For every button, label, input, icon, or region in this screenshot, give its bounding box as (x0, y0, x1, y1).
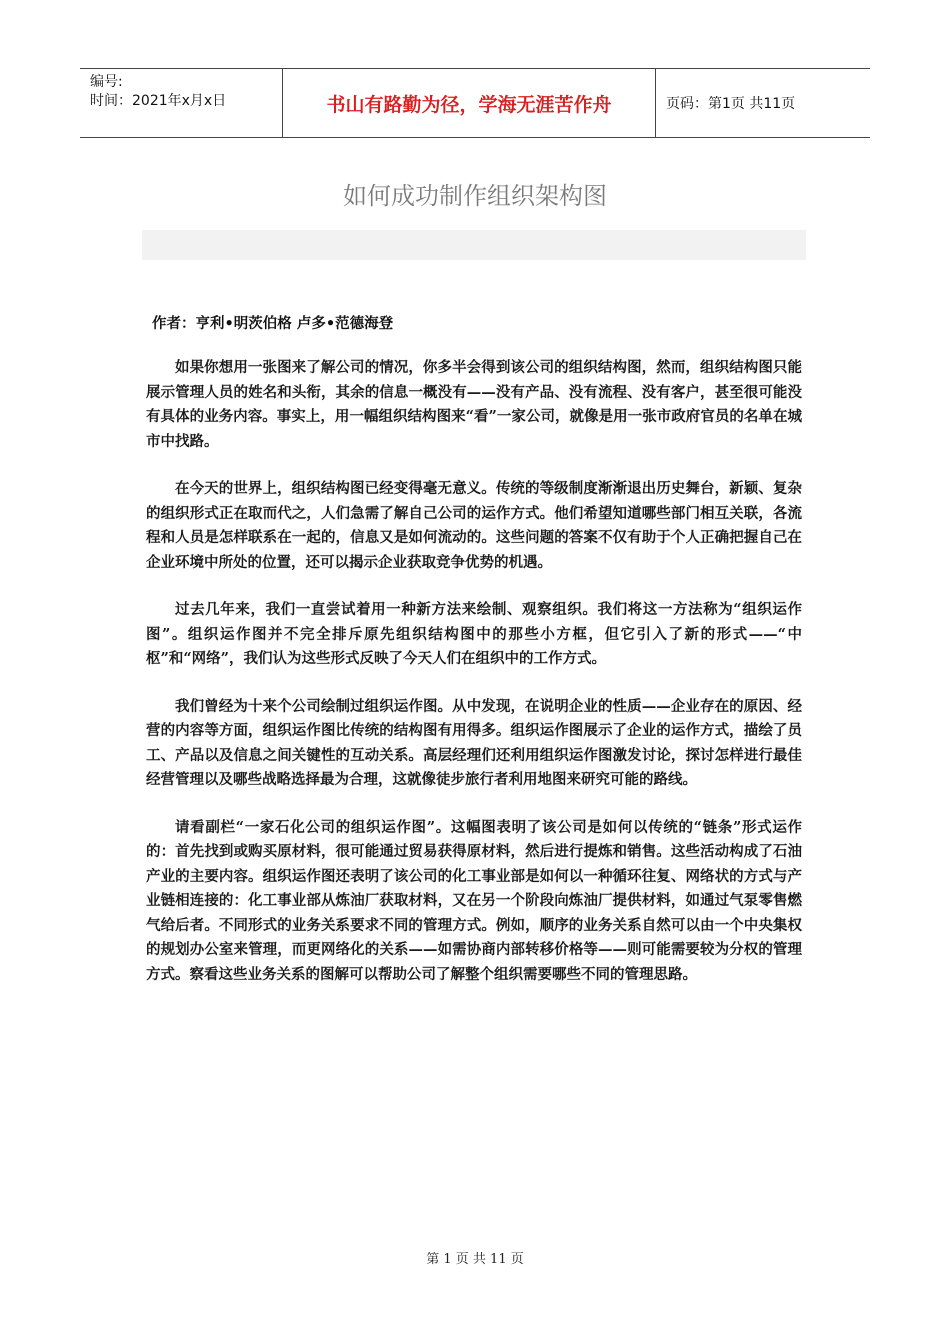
paragraph-1: 如果你想用一张图来了解公司的情况，你多半会得到该公司的组织结构图，然而，组织结构图只能展示管理人员的姓名和头衔，其余的信息一概没有——没有产品、没有流程、没有客户，甚至很可能没有具体的业务内容。事实上，用一幅组织结构图来“看”一家公司，就像是用一张市政府官员的名单在城市中找路。 (146, 359, 802, 450)
page-footer: 第 1 页 共 11 页 (426, 1252, 524, 1267)
paragraph-2: 在今天的世界上，组织结构图已经变得毫无意义。传统的等级制度渐渐退出历史舞台，新颖、复杂的组织形式正在取而代之，人们急需了解自己公司的运作方式。他们希望知道哪些部门相互关联，各流程和人员是怎样联系在一起的，信息又是如何流动的。这些问题的答案不仅有助于个人正确把握自己在企业环境中所处的位置，还可以揭示企业获取竞争优势的机遇。 (146, 480, 802, 571)
number-label: 编号: (90, 74, 123, 90)
page-header (80, 68, 870, 138)
header-motto: 书山有路勤为径，学海无涯苦作舟 (282, 69, 656, 137)
paragraph-4: 我们曾经为十来个公司绘制过组织运作图。从中发现，在说明企业的性质——企业存在的原因、经营的内容等方面，组织运作图比传统的结构图有用得多。组织运作图展示了企业的运作方式，描绘了员工、产品以及信息之间关键性的互动关系。高层经理们还利用组织运作图激发讨论，探讨怎样进行最佳经营管理以及哪些战略选择最为合理，这就像徒步旅行者利用地图来研究可能的路线。 (146, 697, 802, 788)
title-underbar (142, 230, 806, 260)
paragraph-5: 请看副栏“一家石化公司的组织运作图”。这幅图表明了该公司是如何以传统的“链条”形式运作的：首先找到或购买原材料，很可能通过贸易获得原材料，然后进行提炼和销售。这些活动构成了石油产业的主要内容。组织运作图还表明了该公司的化工事业部是如何以一种循环往复、网络状的方式与产业链相连接的：化工事业部从炼油厂获取材料，又在另一个阶段向炼油厂提供材料，如通过气泵零售燃气给后者。不同形式的业务关系要求不同的管理方式。例如，顺序的业务关系自然可以由一个中央集权的规划办公室来管理，而更网络化的关系——如需协商内部转移价格等——则可能需要较为分权的管理方式。察看这些业务关系的图解可以帮助公司了解整个组织需要哪些不同的管理思路。 (146, 818, 802, 983)
article-body (146, 356, 802, 1010)
paragraph-3: 过去几年来，我们一直尝试着用一种新方法来绘制、观察组织。我们将这一方法称为“组织运作图”。组织运作图并不完全排斥原先组织结构图中的那些小方框，但它引入了新的形式——“中枢”和“网络”，我们认为这些形式反映了今天人们在组织中的工作方式。 (146, 601, 802, 667)
date-label: 时间：2021年x月x日 (90, 93, 227, 109)
header-page-info: 页码：第1页 共11页 (666, 96, 796, 112)
author-line: 作者：亨利•明茨伯格 卢多•范德海登 (152, 315, 394, 332)
document-title: 如何成功制作组织架构图 (343, 182, 607, 210)
header-meta (80, 69, 282, 137)
